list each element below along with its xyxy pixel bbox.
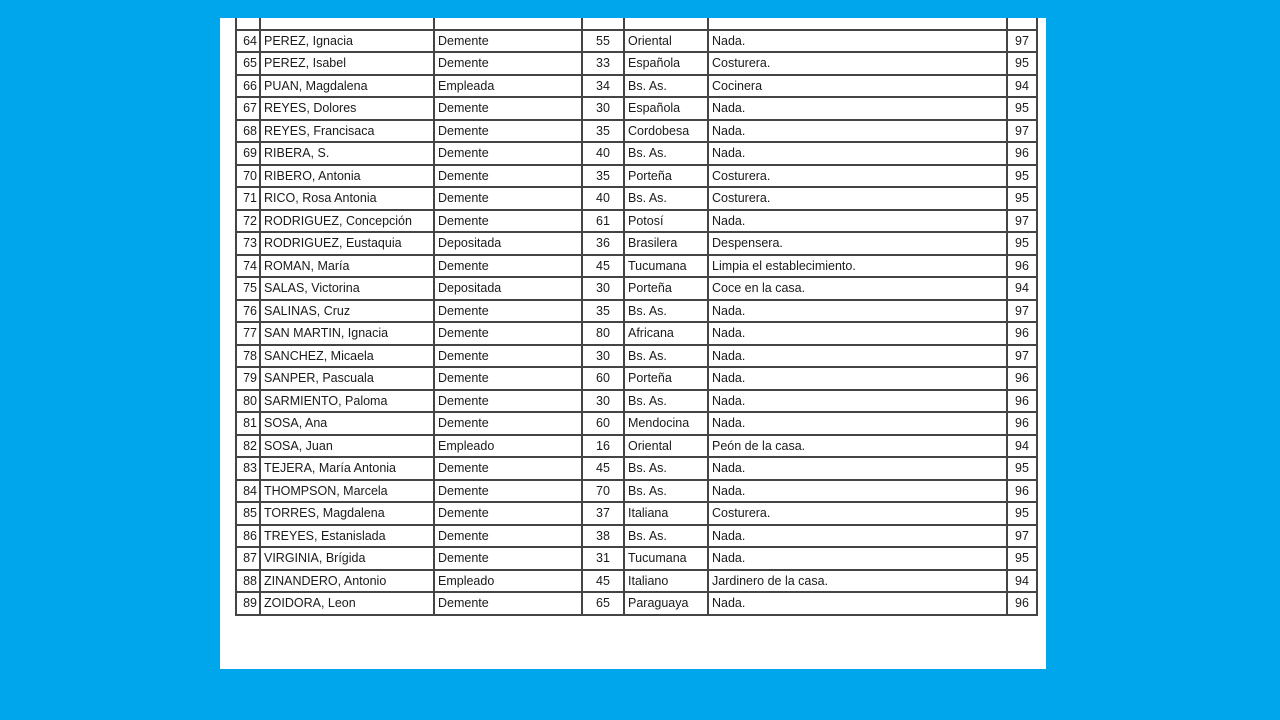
cell-origin: Bs. As. — [624, 457, 708, 480]
table-row — [236, 390, 1037, 413]
cell-status: Demente — [434, 525, 582, 548]
table-row — [236, 255, 1037, 278]
cell-status: Empleada — [434, 75, 582, 98]
cell-origin: Italiano — [624, 570, 708, 593]
table-row — [236, 75, 1037, 98]
cell-number: 89 — [236, 592, 260, 615]
cell-age: 45 — [582, 457, 624, 480]
cell-number: 78 — [236, 345, 260, 368]
cell-status: Demente — [434, 345, 582, 368]
cell-occupation: Nada. — [708, 592, 1007, 615]
cell-origin: Tucumana — [624, 255, 708, 278]
cell-code: 97 — [1007, 345, 1037, 368]
cell-name: SALAS, Victorina — [260, 277, 434, 300]
cell-origin: Porteña — [624, 367, 708, 390]
cell-age: 37 — [582, 502, 624, 525]
table-row — [236, 232, 1037, 255]
cell-name: SARMIENTO, Paloma — [260, 390, 434, 413]
cell-code: 96 — [1007, 142, 1037, 165]
cell-number: 88 — [236, 570, 260, 593]
cell-occupation: Costurera. — [708, 187, 1007, 210]
cell-code: 96 — [1007, 390, 1037, 413]
cell-status: Depositada — [434, 277, 582, 300]
cell-code: 95 — [1007, 52, 1037, 75]
cell-status: Demente — [434, 502, 582, 525]
cell-origin: Mendocina — [624, 412, 708, 435]
cell-age: 40 — [582, 187, 624, 210]
cell-age: 60 — [582, 412, 624, 435]
cell-age: 30 — [582, 345, 624, 368]
cell-status: Demente — [434, 120, 582, 143]
table-row-partial — [236, 18, 1037, 30]
records-table — [235, 18, 1038, 616]
cell-number: 76 — [236, 300, 260, 323]
cell-number: 82 — [236, 435, 260, 458]
cell-origin: Bs. As. — [624, 187, 708, 210]
cell-empty — [1007, 18, 1037, 30]
cell-age: 36 — [582, 232, 624, 255]
table-row — [236, 142, 1037, 165]
cell-name: SOSA, Juan — [260, 435, 434, 458]
cell-status: Demente — [434, 30, 582, 53]
cell-status: Demente — [434, 367, 582, 390]
table-row — [236, 187, 1037, 210]
table-row — [236, 547, 1037, 570]
cell-status: Depositada — [434, 232, 582, 255]
cell-number: 69 — [236, 142, 260, 165]
table-row — [236, 345, 1037, 368]
cell-name: RIBERO, Antonia — [260, 165, 434, 188]
cell-code: 94 — [1007, 570, 1037, 593]
cell-number: 84 — [236, 480, 260, 503]
cell-age: 38 — [582, 525, 624, 548]
cell-age: 65 — [582, 592, 624, 615]
cell-name: TREYES, Estanislada — [260, 525, 434, 548]
document-page — [220, 18, 1046, 669]
cell-age: 30 — [582, 97, 624, 120]
cell-code: 95 — [1007, 187, 1037, 210]
cell-number: 71 — [236, 187, 260, 210]
cell-name: PEREZ, Isabel — [260, 52, 434, 75]
cell-code: 95 — [1007, 232, 1037, 255]
cell-code: 97 — [1007, 210, 1037, 233]
cell-code: 95 — [1007, 547, 1037, 570]
cell-occupation: Nada. — [708, 480, 1007, 503]
table-row — [236, 570, 1037, 593]
cell-number: 83 — [236, 457, 260, 480]
cell-occupation: Nada. — [708, 412, 1007, 435]
cell-occupation: Cocinera — [708, 75, 1007, 98]
cell-code: 97 — [1007, 525, 1037, 548]
cell-origin: Cordobesa — [624, 120, 708, 143]
cell-status: Demente — [434, 97, 582, 120]
cell-number: 74 — [236, 255, 260, 278]
cell-name: ZOIDORA, Leon — [260, 592, 434, 615]
cell-origin: Potosí — [624, 210, 708, 233]
cell-number: 70 — [236, 165, 260, 188]
cell-occupation: Nada. — [708, 367, 1007, 390]
cell-occupation: Nada. — [708, 120, 1007, 143]
cell-code: 96 — [1007, 322, 1037, 345]
cell-code: 97 — [1007, 120, 1037, 143]
cell-status: Empleado — [434, 435, 582, 458]
cell-origin: Tucumana — [624, 547, 708, 570]
cell-occupation: Jardinero de la casa. — [708, 570, 1007, 593]
cell-name: TEJERA, María Antonia — [260, 457, 434, 480]
cell-number: 86 — [236, 525, 260, 548]
cell-age: 30 — [582, 390, 624, 413]
table-row — [236, 120, 1037, 143]
table-row — [236, 457, 1037, 480]
table-row — [236, 165, 1037, 188]
cell-name: REYES, Dolores — [260, 97, 434, 120]
cell-status: Demente — [434, 480, 582, 503]
cell-number: 68 — [236, 120, 260, 143]
cell-origin: Bs. As. — [624, 390, 708, 413]
cell-code: 97 — [1007, 30, 1037, 53]
cell-name: THOMPSON, Marcela — [260, 480, 434, 503]
cell-name: SOSA, Ana — [260, 412, 434, 435]
cell-occupation: Nada. — [708, 457, 1007, 480]
cell-occupation: Coce en la casa. — [708, 277, 1007, 300]
table-row — [236, 480, 1037, 503]
cell-code: 96 — [1007, 480, 1037, 503]
cell-name: TORRES, Magdalena — [260, 502, 434, 525]
cell-occupation: Nada. — [708, 547, 1007, 570]
cell-code: 95 — [1007, 165, 1037, 188]
cell-origin: Bs. As. — [624, 345, 708, 368]
cell-name: RODRIGUEZ, Eustaquia — [260, 232, 434, 255]
cell-code: 96 — [1007, 592, 1037, 615]
cell-number: 72 — [236, 210, 260, 233]
cell-name: PEREZ, Ignacia — [260, 30, 434, 53]
cell-number: 66 — [236, 75, 260, 98]
cell-age: 30 — [582, 277, 624, 300]
cell-age: 35 — [582, 300, 624, 323]
cell-age: 45 — [582, 255, 624, 278]
cell-occupation: Nada. — [708, 322, 1007, 345]
cell-status: Demente — [434, 457, 582, 480]
cell-occupation: Costurera. — [708, 52, 1007, 75]
cell-status: Demente — [434, 390, 582, 413]
cell-number: 65 — [236, 52, 260, 75]
cell-occupation: Nada. — [708, 210, 1007, 233]
cell-origin: Bs. As. — [624, 300, 708, 323]
cell-age: 70 — [582, 480, 624, 503]
cell-code: 95 — [1007, 502, 1037, 525]
cell-number: 85 — [236, 502, 260, 525]
cell-age: 34 — [582, 75, 624, 98]
cell-origin: Oriental — [624, 435, 708, 458]
cell-occupation: Costurera. — [708, 165, 1007, 188]
cell-origin: Italiana — [624, 502, 708, 525]
cell-age: 40 — [582, 142, 624, 165]
cell-origin: Brasilera — [624, 232, 708, 255]
cell-origin: Bs. As. — [624, 75, 708, 98]
cell-origin: Española — [624, 97, 708, 120]
cell-age: 61 — [582, 210, 624, 233]
cell-age: 80 — [582, 322, 624, 345]
cell-empty — [582, 18, 624, 30]
cell-occupation: Nada. — [708, 97, 1007, 120]
cell-name: REYES, Francisaca — [260, 120, 434, 143]
cell-occupation: Nada. — [708, 390, 1007, 413]
cell-empty — [624, 18, 708, 30]
cell-name: PUAN, Magdalena — [260, 75, 434, 98]
cell-code: 95 — [1007, 97, 1037, 120]
cell-age: 16 — [582, 435, 624, 458]
cell-name: SANPER, Pascuala — [260, 367, 434, 390]
cell-occupation: Limpia el establecimiento. — [708, 255, 1007, 278]
cell-name: RIBERA, S. — [260, 142, 434, 165]
cell-empty — [260, 18, 434, 30]
cell-name: ZINANDERO, Antonio — [260, 570, 434, 593]
cell-status: Demente — [434, 210, 582, 233]
cell-origin: Porteña — [624, 277, 708, 300]
table-row — [236, 52, 1037, 75]
cell-age: 33 — [582, 52, 624, 75]
cell-name: VIRGINIA, Brígida — [260, 547, 434, 570]
cell-number: 77 — [236, 322, 260, 345]
table-row — [236, 300, 1037, 323]
cell-code: 97 — [1007, 300, 1037, 323]
cell-age: 31 — [582, 547, 624, 570]
cell-status: Empleado — [434, 570, 582, 593]
cell-age: 35 — [582, 120, 624, 143]
cell-occupation: Nada. — [708, 345, 1007, 368]
cell-empty — [708, 18, 1007, 30]
cell-code: 95 — [1007, 457, 1037, 480]
table-row — [236, 367, 1037, 390]
cell-age: 55 — [582, 30, 624, 53]
table-row — [236, 435, 1037, 458]
cell-code: 96 — [1007, 367, 1037, 390]
cell-number: 80 — [236, 390, 260, 413]
table-row — [236, 322, 1037, 345]
cell-status: Demente — [434, 592, 582, 615]
cell-occupation: Peón de la casa. — [708, 435, 1007, 458]
cell-status: Demente — [434, 322, 582, 345]
cell-number: 73 — [236, 232, 260, 255]
cell-occupation: Nada. — [708, 142, 1007, 165]
cell-occupation: Nada. — [708, 300, 1007, 323]
cell-name: SALINAS, Cruz — [260, 300, 434, 323]
table-row — [236, 277, 1037, 300]
table-row — [236, 210, 1037, 233]
cell-code: 96 — [1007, 412, 1037, 435]
cell-number: 75 — [236, 277, 260, 300]
cell-origin: Española — [624, 52, 708, 75]
cell-code: 94 — [1007, 435, 1037, 458]
cell-number: 67 — [236, 97, 260, 120]
cell-origin: Porteña — [624, 165, 708, 188]
table-row — [236, 412, 1037, 435]
cell-name: RICO, Rosa Antonia — [260, 187, 434, 210]
table-row — [236, 525, 1037, 548]
cell-origin: Paraguaya — [624, 592, 708, 615]
cell-occupation: Nada. — [708, 30, 1007, 53]
records-table-body — [236, 18, 1037, 615]
cell-age: 45 — [582, 570, 624, 593]
cell-occupation: Nada. — [708, 525, 1007, 548]
cell-status: Demente — [434, 255, 582, 278]
cell-status: Demente — [434, 187, 582, 210]
cell-number: 81 — [236, 412, 260, 435]
table-row — [236, 30, 1037, 53]
cell-name: SANCHEZ, Micaela — [260, 345, 434, 368]
cell-origin: Bs. As. — [624, 480, 708, 503]
cell-code: 94 — [1007, 277, 1037, 300]
cell-origin: Africana — [624, 322, 708, 345]
table-row — [236, 592, 1037, 615]
cell-empty — [236, 18, 260, 30]
cell-number: 64 — [236, 30, 260, 53]
cell-status: Demente — [434, 547, 582, 570]
cell-status: Demente — [434, 165, 582, 188]
cell-occupation: Despensera. — [708, 232, 1007, 255]
cell-code: 96 — [1007, 255, 1037, 278]
cell-name: SAN MARTIN, Ignacia — [260, 322, 434, 345]
cell-origin: Bs. As. — [624, 142, 708, 165]
cell-status: Demente — [434, 300, 582, 323]
cell-status: Demente — [434, 142, 582, 165]
cell-origin: Bs. As. — [624, 525, 708, 548]
cell-age: 60 — [582, 367, 624, 390]
cell-origin: Oriental — [624, 30, 708, 53]
cell-name: RODRIGUEZ, Concepción — [260, 210, 434, 233]
cell-age: 35 — [582, 165, 624, 188]
cell-empty — [434, 18, 582, 30]
cell-occupation: Costurera. — [708, 502, 1007, 525]
cell-number: 79 — [236, 367, 260, 390]
cell-code: 94 — [1007, 75, 1037, 98]
table-row — [236, 502, 1037, 525]
table-row — [236, 97, 1037, 120]
cell-status: Demente — [434, 52, 582, 75]
cell-status: Demente — [434, 412, 582, 435]
cell-name: ROMAN, María — [260, 255, 434, 278]
cell-number: 87 — [236, 547, 260, 570]
